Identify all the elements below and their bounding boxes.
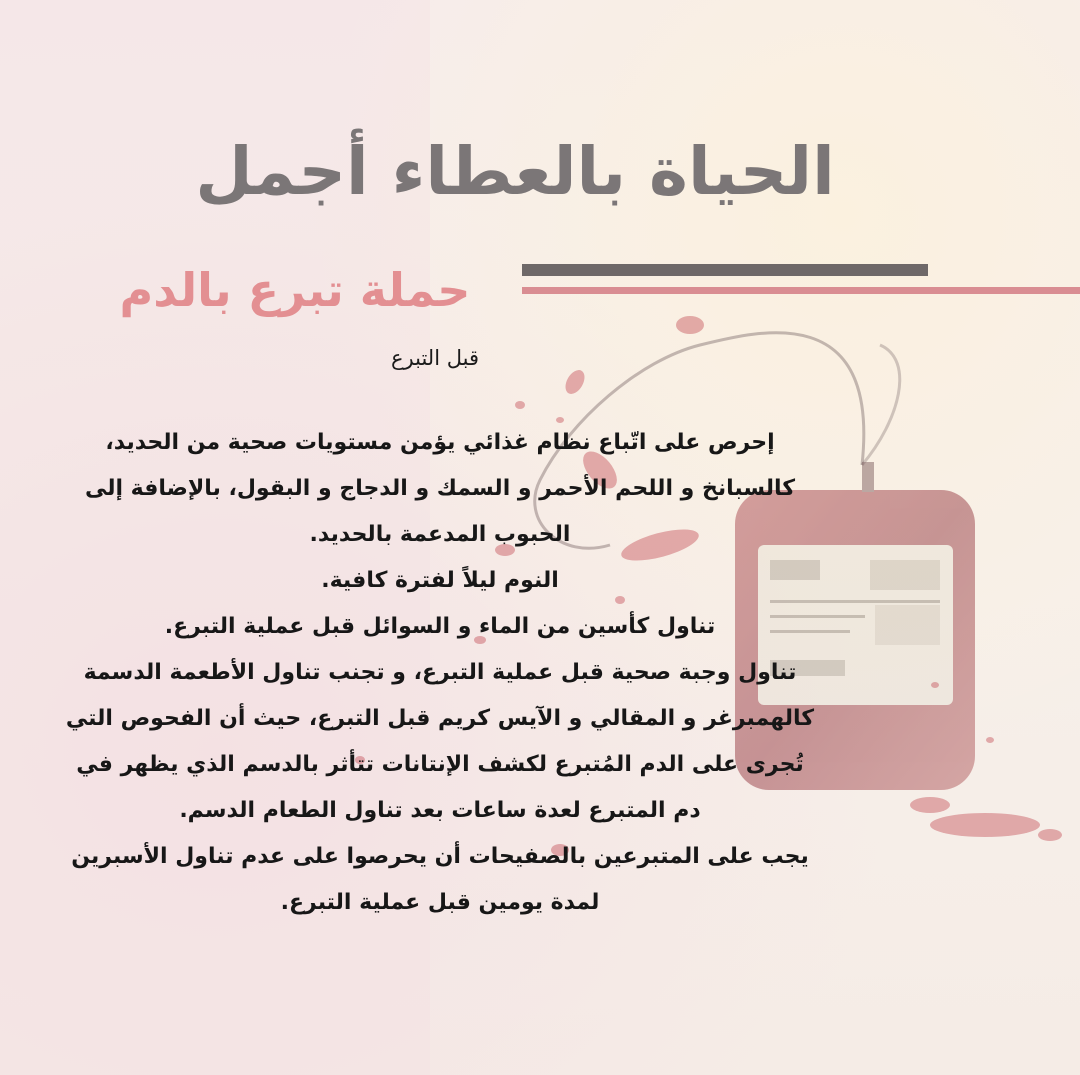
instruction-line: تناول وجبة صحية قبل عملية التبرع، و تجنب تناول الأطعمة الدسمة — [83, 660, 797, 685]
section-heading: قبل التبرع — [391, 346, 479, 370]
instruction-line: تُجرى على الدم المُتبرع لكشف الإنتانات تتأثر بالدسم الذي يظهر في — [76, 752, 804, 777]
instruction-line: إحرص على اتّباع نظام غذائي يؤمن مستويات صحية من الحديد، — [105, 430, 775, 455]
instructions-text — [10, 420, 870, 926]
instruction-line: يجب على المتبرعين بالصفيحات أن يحرصوا على عدم تناول الأسبرين — [71, 844, 809, 869]
title-divider-pink — [522, 287, 1080, 294]
instruction-line: الحبوب المدعمة بالحديد. — [309, 522, 571, 547]
title-divider-gray — [522, 264, 928, 276]
instruction-line: كالسبانخ و اللحم الأحمر و السمك و الدجاج و البقول، بالإضافة إلى — [84, 476, 796, 501]
instruction-line: كالهمبرغر و المقالي و الآيس كريم قبل التبرع، حيث أن الفحوص التي — [65, 706, 815, 731]
instruction-line: لمدة يومين قبل عملية التبرع. — [280, 890, 600, 915]
instruction-line: دم المتبرع لعدة ساعات بعد تناول الطعام الدسم. — [179, 798, 701, 823]
instruction-line: النوم ليلاً لفترة كافية. — [321, 568, 559, 593]
poster-subtitle: حملة تبرع بالدم — [119, 263, 471, 317]
instruction-line: تناول كأسين من الماء و السوائل قبل عملية التبرع. — [164, 614, 716, 639]
poster-title: الحياة بالعطاء أجمل — [195, 133, 835, 210]
